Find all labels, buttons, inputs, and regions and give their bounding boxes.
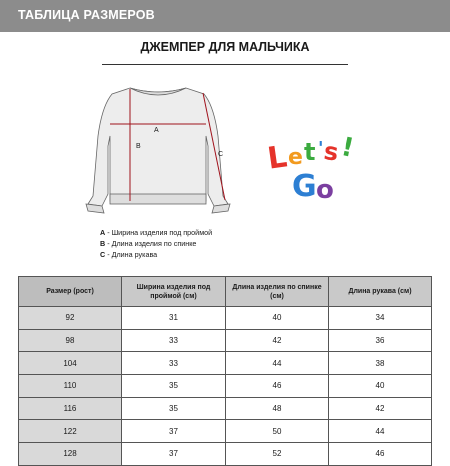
table-cell: 31 bbox=[122, 307, 226, 330]
table-cell: 33 bbox=[122, 329, 226, 352]
svg-text:s: s bbox=[322, 137, 341, 167]
table-cell: 122 bbox=[19, 420, 122, 443]
table-cell: 50 bbox=[226, 420, 329, 443]
table-cell: 52 bbox=[226, 443, 329, 466]
svg-text:G: G bbox=[292, 169, 317, 204]
table-header-row bbox=[19, 277, 432, 307]
table-cell: 38 bbox=[329, 352, 432, 375]
sweater-body bbox=[88, 88, 228, 206]
measure-label-b: B bbox=[136, 143, 141, 150]
table-cell: 36 bbox=[329, 329, 432, 352]
table-cell: 37 bbox=[122, 443, 226, 466]
svg-text:t: t bbox=[304, 138, 316, 166]
svg-text:L: L bbox=[265, 139, 290, 177]
table-cell: 44 bbox=[329, 420, 432, 443]
legend-text: - Длина изделия по спинке bbox=[105, 239, 197, 248]
table-row bbox=[19, 329, 432, 352]
table-cell: 40 bbox=[226, 307, 329, 330]
table-cell: 46 bbox=[329, 443, 432, 466]
column-header: Длина рукава (см) bbox=[329, 277, 432, 307]
table-row bbox=[19, 443, 432, 466]
svg-text:': ' bbox=[318, 138, 324, 159]
table-cell: 33 bbox=[122, 352, 226, 375]
table-cell: 42 bbox=[226, 329, 329, 352]
legend-item-b bbox=[100, 238, 212, 249]
table-cell: 35 bbox=[122, 397, 226, 420]
svg-text:o: o bbox=[316, 175, 334, 205]
size-table bbox=[18, 276, 432, 466]
legend-letter: C bbox=[100, 250, 106, 259]
title-divider bbox=[102, 64, 348, 65]
table-cell: 98 bbox=[19, 329, 122, 352]
table-cell: 104 bbox=[19, 352, 122, 375]
sweater-diagram bbox=[68, 76, 248, 216]
legend-item-c bbox=[100, 249, 212, 260]
table-cell: 42 bbox=[329, 397, 432, 420]
table-row bbox=[19, 307, 432, 330]
legend-item-a bbox=[100, 227, 212, 238]
table-cell: 37 bbox=[122, 420, 226, 443]
table-cell: 116 bbox=[19, 397, 122, 420]
legend-text: - Длина рукава bbox=[105, 250, 158, 259]
column-header: Ширина изделия под проймой (см) bbox=[122, 277, 226, 307]
table-cell: 92 bbox=[19, 307, 122, 330]
table-cell: 48 bbox=[226, 397, 329, 420]
table-row bbox=[19, 375, 432, 398]
header-title: ТАБЛИЦА РАЗМЕРОВ bbox=[18, 8, 155, 22]
legend-letter: B bbox=[100, 239, 106, 248]
legend-letter: A bbox=[100, 228, 106, 237]
measure-label-a: A bbox=[154, 127, 159, 134]
column-header: Длина изделия по спинке (см) bbox=[226, 277, 329, 307]
table-row bbox=[19, 397, 432, 420]
sweater-hem bbox=[110, 194, 206, 204]
lets-go-logo bbox=[262, 130, 372, 210]
table-cell: 35 bbox=[122, 375, 226, 398]
legend bbox=[100, 227, 212, 260]
column-header: Размер (рост) bbox=[19, 277, 122, 307]
page-title: ДЖЕМПЕР ДЛЯ МАЛЬЧИКА bbox=[140, 40, 310, 54]
legend-text: - Ширина изделия под проймой bbox=[105, 228, 213, 237]
table-cell: 128 bbox=[19, 443, 122, 466]
measure-label-c: C bbox=[218, 151, 224, 158]
table-row bbox=[19, 352, 432, 375]
table-cell: 40 bbox=[329, 375, 432, 398]
table-cell: 46 bbox=[226, 375, 329, 398]
header-bar bbox=[0, 0, 450, 32]
table-cell: 34 bbox=[329, 307, 432, 330]
svg-text:e: e bbox=[288, 145, 303, 170]
table-row bbox=[19, 420, 432, 443]
table-cell: 44 bbox=[226, 352, 329, 375]
table-cell: 110 bbox=[19, 375, 122, 398]
svg-text:!: ! bbox=[338, 132, 357, 164]
